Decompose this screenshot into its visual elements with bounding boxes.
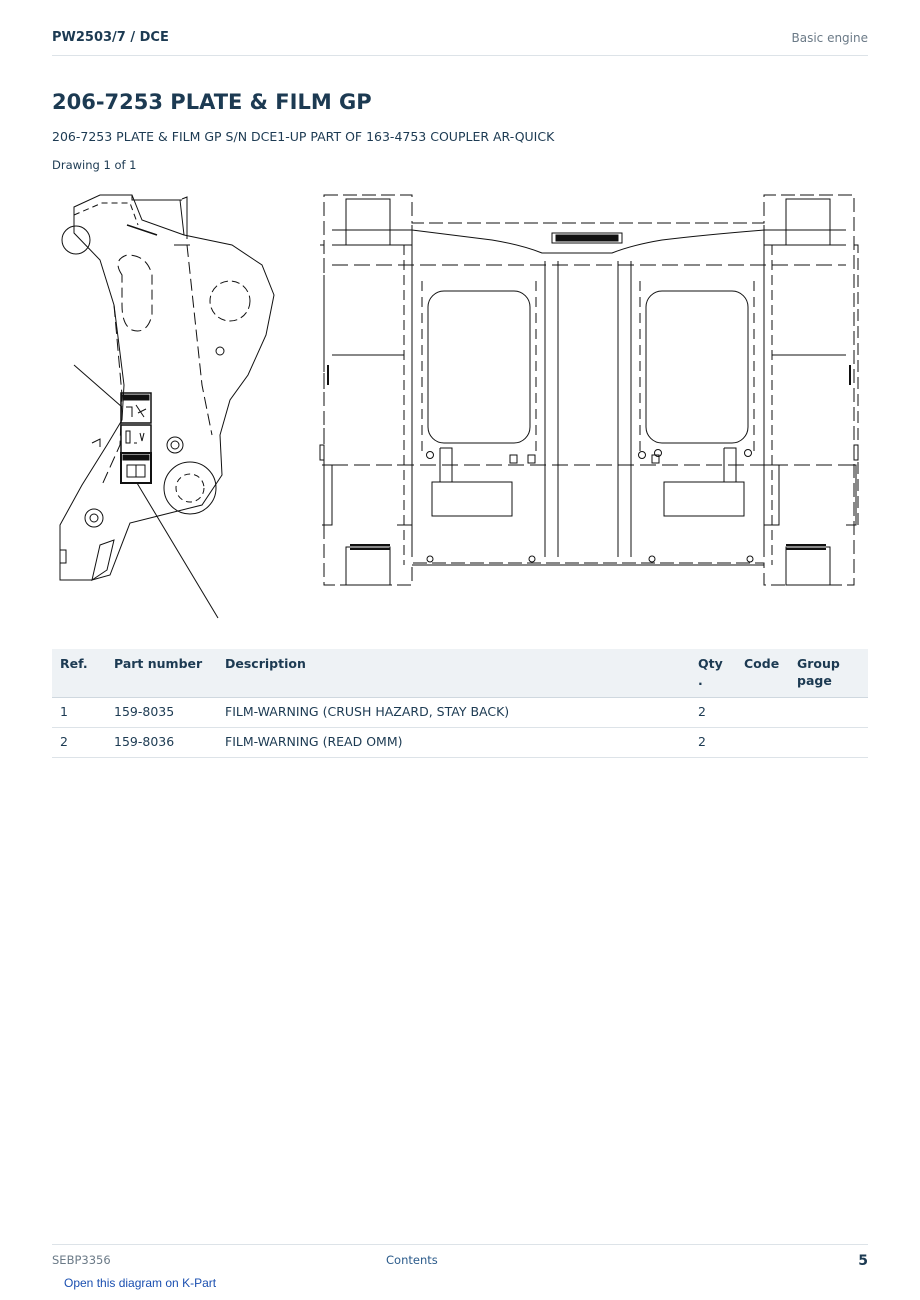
table-row	[52, 728, 868, 758]
row-qty: 2	[690, 728, 736, 758]
row-description: FILM-WARNING (CRUSH HAZARD, STAY BACK)	[217, 698, 690, 728]
row-part-number: 159-8035	[106, 698, 217, 728]
row-code	[736, 728, 789, 758]
row-group-page	[789, 728, 868, 758]
page-title: 206-7253 PLATE & FILM GP	[52, 90, 372, 114]
column-header-part-number: Part number	[106, 649, 217, 698]
qty-header-line1: Qty	[698, 656, 723, 671]
row-ref: 1	[52, 698, 106, 728]
column-header-qty	[690, 649, 736, 698]
section-name: Basic engine	[791, 31, 868, 45]
parts-table	[52, 649, 868, 758]
qty-header-line2: .	[698, 673, 703, 688]
row-part-number: 159-8036	[106, 728, 217, 758]
parts-diagram[interactable]	[52, 185, 868, 625]
document-id: PW2503/7 / DCE	[52, 30, 169, 45]
page-subtitle: 206-7253 PLATE & FILM GP S/N DCE1-UP PART OF 163-4753 COUPLER AR-QUICK	[52, 129, 555, 144]
footer-document-number: SEBP3356	[52, 1253, 111, 1267]
coupler-side-view	[60, 195, 274, 618]
group-header-line1: Group	[797, 656, 840, 671]
row-qty: 2	[690, 698, 736, 728]
table-row	[52, 698, 868, 728]
table-header-row	[52, 649, 868, 698]
kpart-diagram-link[interactable]: Open this diagram on K-Part	[64, 1276, 217, 1290]
group-header-line2: page	[797, 673, 832, 688]
row-ref: 2	[52, 728, 106, 758]
page-number: 5	[858, 1253, 868, 1269]
row-code	[736, 698, 789, 728]
column-header-description: Description	[217, 649, 690, 698]
page-header	[52, 28, 868, 56]
page-footer	[52, 1244, 868, 1274]
coupler-plan-view	[320, 195, 858, 585]
drawing-counter: Drawing 1 of 1	[52, 158, 137, 172]
contents-link[interactable]: Contents	[386, 1253, 438, 1267]
row-description: FILM-WARNING (READ OMM)	[217, 728, 690, 758]
column-header-group-page	[789, 649, 868, 698]
column-header-ref: Ref.	[52, 649, 106, 698]
column-header-code: Code	[736, 649, 789, 698]
row-group-page	[789, 698, 868, 728]
